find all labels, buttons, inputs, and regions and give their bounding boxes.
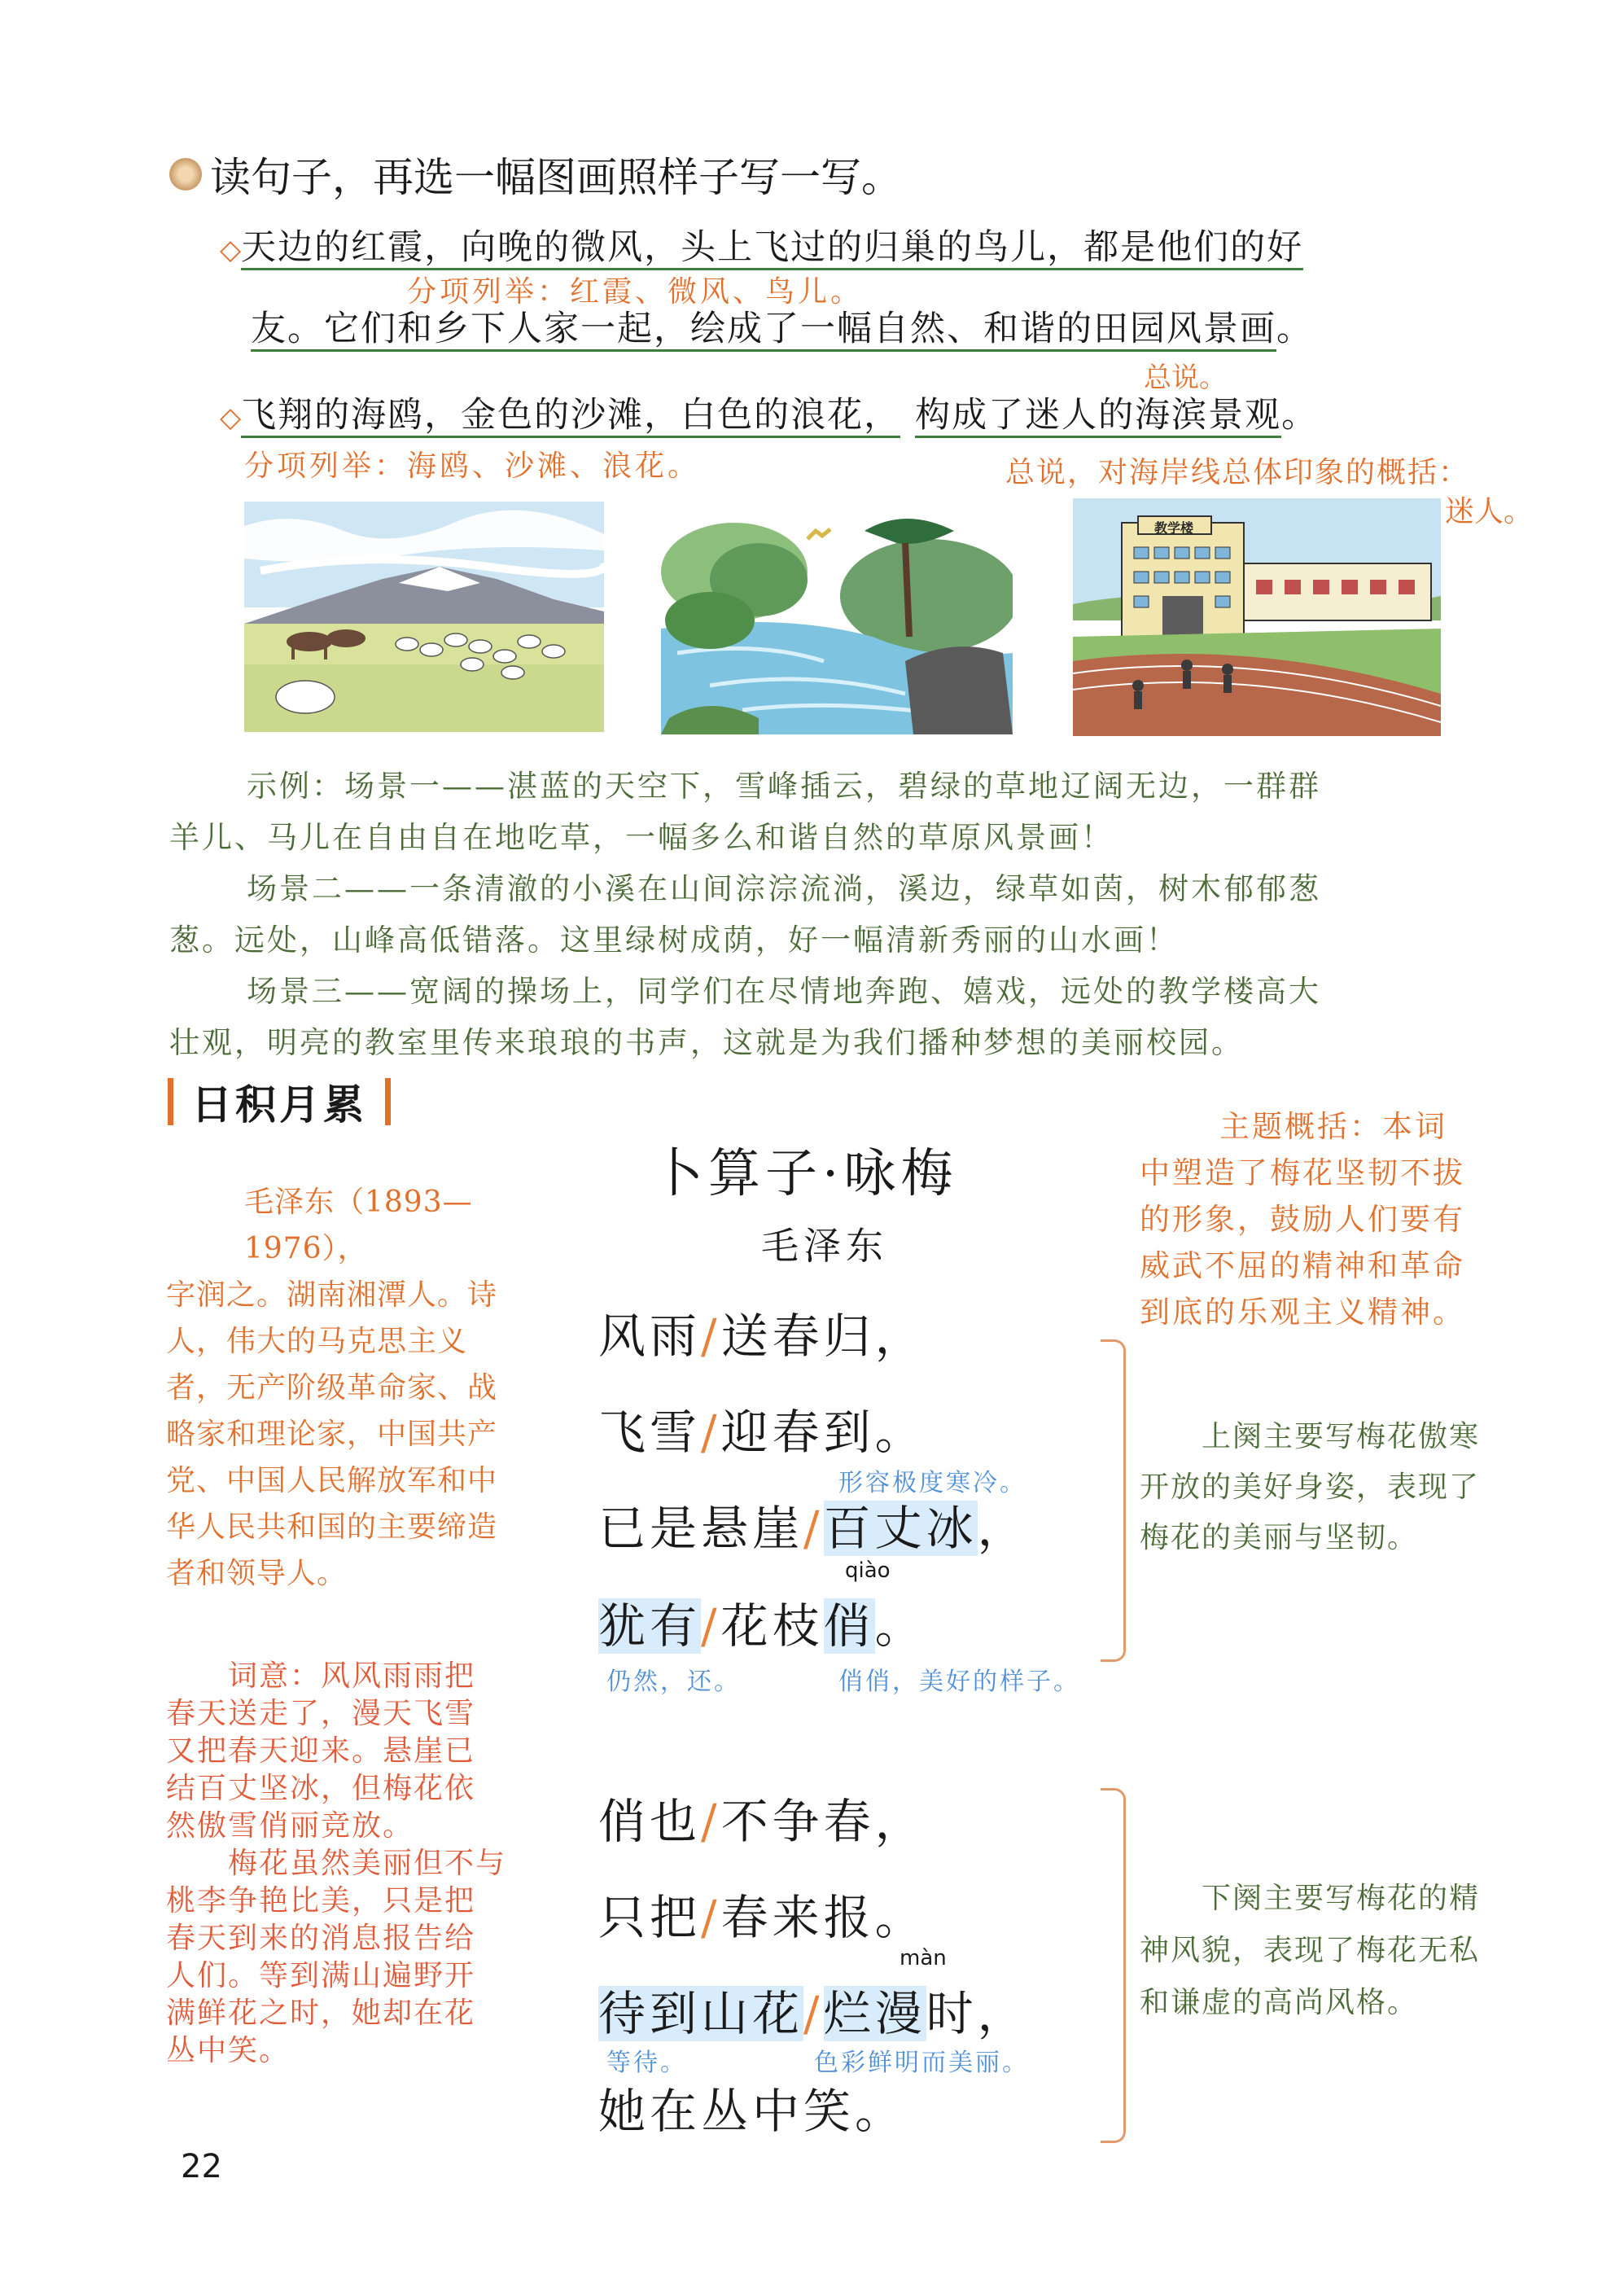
diamond-icon: ◇ [220, 401, 242, 434]
example1-line2c: 。 [1276, 309, 1311, 349]
highlighted-word: 俏 [823, 1598, 875, 1654]
gloss-qiao: 俏俏，美好的样子。 [838, 1668, 1080, 1696]
poem-segment: 俏也 [598, 1794, 702, 1849]
meaning-note-line: 满鲜花之时，她却在花 [166, 1997, 476, 2030]
author-note-line: 字润之。湖南湘潭人。诗 [166, 1278, 498, 1312]
sample-p1: 示例：场景一——湛蓝的天空下，雪峰插云，碧绿的草地辽阔无边，一群群 [247, 769, 1321, 804]
meaning-note-line: 又把春天迎来。悬崖已 [166, 1734, 476, 1768]
example2-annotation-left: 分项列举：海鸥、沙滩、浪花。 [244, 449, 701, 483]
gloss-lanman: 色彩鲜明而美丽。 [814, 2049, 1029, 2077]
meaning-note-line: 梅花虽然美丽但不与 [228, 1847, 507, 1880]
meaning-note-line: 春天送走了，漫天飞雪 [166, 1697, 476, 1730]
meaning-note-line: 丛中笑。 [166, 2034, 291, 2067]
poem-line-2 [598, 1394, 926, 1462]
poem-author: 毛泽东 [761, 1224, 888, 1268]
pinyin-qiao: qiào [845, 1558, 891, 1583]
pause-mark: / [701, 1598, 721, 1654]
lower-note-line: 神风貌，表现了梅花无私 [1140, 1934, 1481, 1967]
upper-stanza-note [1140, 1412, 1539, 1563]
highlighted-word: 待到山花 [598, 1986, 804, 2041]
page-number: 22 [181, 2148, 222, 2185]
example2-annotation-right-2: 迷人。 [1445, 495, 1534, 528]
example1-line1-text: 天边的红霞，向晚的微风，头上飞过的归巢的鸟儿，都是他们的好 [241, 227, 1303, 270]
example2-part1: 飞翔的海鸥，金色的沙滩，白色的浪花， [241, 395, 900, 438]
mountain-stream-scene-icon [661, 498, 1013, 734]
meaning-note-line: 人们。等到满山遍野开 [166, 1959, 476, 1992]
poem-segment: 送春归， [720, 1308, 926, 1364]
poem-segment: ， [977, 1501, 1029, 1556]
school-sign: 教学楼 [1154, 520, 1194, 536]
example2-part3: 。 [1281, 395, 1317, 436]
pause-mark: / [803, 1986, 824, 2041]
upper-note-line: 梅花的美丽与坚韧。 [1140, 1521, 1419, 1554]
example1-line2 [251, 301, 1311, 351]
grassland-scene-icon [244, 502, 604, 732]
poem-line-8: 她在丛中笑。 [598, 2084, 907, 2139]
example2-line [220, 388, 1316, 437]
example1-line2a: 友。它们和乡下人家一起，绘成了一幅 [251, 309, 873, 352]
theme-note [1140, 1103, 1534, 1335]
sample-p2: 场景二——一条清澈的小溪在山间淙淙流淌，溪边，绿草如茵，树木郁郁葱 [247, 871, 1321, 906]
theme-note-line: 的形象，鼓励人们要有 [1140, 1202, 1465, 1237]
poem-segment: 时， [926, 1986, 1029, 2041]
pause-mark: / [701, 1890, 721, 1945]
poem-segment: 。 [874, 1598, 926, 1654]
author-note-line: 者和领导人。 [166, 1557, 348, 1590]
gloss-youyou: 仍然，还。 [606, 1668, 741, 1696]
meaning-note-line: 词意：风风雨雨把 [228, 1659, 476, 1693]
author-note-line: 者，无产阶级革命家、战 [166, 1371, 498, 1405]
example1-line1 [220, 220, 1303, 270]
poem-segment: 只把 [598, 1890, 702, 1945]
school-image [1073, 498, 1441, 736]
title-bar-left [168, 1078, 173, 1125]
sample-p3b: 壮观，明亮的教室里传来琅琅的书声，这就是为我们播种梦想的美丽校园。 [169, 1025, 1244, 1060]
poem-line-6 [598, 1879, 926, 1948]
poem-segment: 飞雪 [598, 1405, 702, 1460]
exercise-heading [169, 145, 902, 204]
poem-segment: 已是悬崖 [598, 1501, 804, 1556]
poem-segment: 春来报。 [720, 1890, 926, 1945]
theme-note-line: 主题概括：本词 [1219, 1109, 1447, 1144]
example1-annotation2: 总说。 [1144, 362, 1227, 394]
example1-line2b: 自然、和谐的田园风景画 [873, 309, 1276, 352]
title-bar-right [385, 1078, 391, 1125]
upper-stanza-bracket [1101, 1339, 1126, 1662]
pause-mark: / [803, 1501, 824, 1556]
school-campus-scene-icon [1073, 498, 1441, 736]
stream-image [661, 498, 1013, 734]
poem-segment: 风雨 [598, 1308, 702, 1364]
exercise-heading-text: 读句子，再选一幅图画照样子写一写。 [210, 154, 902, 201]
poem-segment: 迎春到。 [720, 1405, 926, 1460]
pause-mark: / [701, 1405, 721, 1460]
author-note-line: 略家和理论家，中国共产 [166, 1418, 498, 1451]
upper-note-line: 上阕主要写梅花傲寒 [1202, 1420, 1481, 1453]
poem-line-7 [598, 1975, 1029, 2044]
example2-part2: 构成了迷人的海滨景观 [915, 395, 1281, 438]
lower-stanza-note [1140, 1873, 1539, 2029]
meaning-note-line: 然傲雪俏丽竞放。 [166, 1809, 414, 1843]
gloss-daidao: 等待。 [606, 2049, 687, 2077]
sample-p2b: 葱。远处，山峰高低错落。这里绿树成荫，好一幅清新秀丽的山水画！ [169, 923, 1179, 958]
theme-note-line: 中塑造了梅花坚韧不拔 [1140, 1155, 1465, 1190]
sample-paragraph [169, 760, 1537, 1068]
author-note-line: 党、中国人民解放军和中 [166, 1464, 498, 1497]
section-title-box [168, 1076, 391, 1127]
section-title: 日积月累 [191, 1081, 367, 1129]
example1-annotation1: 分项列举：红霞、微风、鸟儿。 [407, 275, 864, 309]
poem-line-5 [598, 1783, 926, 1852]
author-note-line: 人，伟大的马克思主义 [166, 1325, 468, 1358]
poem-segment: 花枝 [720, 1598, 824, 1654]
highlighted-word: 犹有 [598, 1598, 702, 1654]
lower-note-line: 下阕主要写梅花的精 [1202, 1882, 1481, 1915]
meaning-note-line: 春天到来的消息报告给 [166, 1922, 476, 1955]
meaning-note-line: 结百丈坚冰，但梅花依 [166, 1772, 476, 1805]
upper-note-line: 开放的美好身姿，表现了 [1140, 1471, 1481, 1504]
example2-annotation-right-1: 总说，对海岸线总体印象的概括： [1005, 456, 1470, 489]
grassland-image [244, 502, 604, 732]
exercise-icon [169, 158, 202, 191]
poem-line-1 [598, 1298, 926, 1366]
author-note-line: 毛泽东（1893—1976）， [244, 1186, 473, 1265]
theme-note-line: 威武不屈的精神和革命 [1140, 1248, 1465, 1283]
poem-title: 卜算子·咏梅 [651, 1144, 958, 1204]
sample-p3: 场景三——宽阔的操场上，同学们在尽情地奔跑、嬉戏，远处的教学楼高大 [247, 974, 1321, 1009]
poem-line-3 [598, 1490, 1029, 1558]
lower-note-line: 和谦虚的高尚风格。 [1140, 1986, 1419, 2019]
meaning-note [166, 1658, 565, 2070]
author-note-line: 华人民共和国的主要缔造 [166, 1510, 498, 1544]
lower-stanza-bracket [1101, 1788, 1126, 2143]
poem-segment: 不争春， [720, 1794, 926, 1849]
pause-mark: / [701, 1308, 721, 1364]
author-note [166, 1179, 573, 1597]
gloss-bingzhang: 形容极度寒冷。 [838, 1469, 1026, 1497]
pinyin-man: màn [900, 1946, 947, 1970]
theme-note-line: 到底的乐观主义精神。 [1140, 1295, 1465, 1330]
meaning-note-line: 桃李争艳比美，只是把 [166, 1884, 476, 1918]
sample-p1b: 羊儿、马儿在自由自在地吃草，一幅多么和谐自然的草原风景画！ [169, 820, 1114, 855]
poem-line-4 [598, 1588, 926, 1656]
highlighted-word: 烂漫 [823, 1986, 926, 2041]
pause-mark: / [701, 1794, 721, 1849]
diamond-icon: ◇ [220, 234, 242, 266]
highlighted-word: 百丈冰 [823, 1501, 978, 1556]
